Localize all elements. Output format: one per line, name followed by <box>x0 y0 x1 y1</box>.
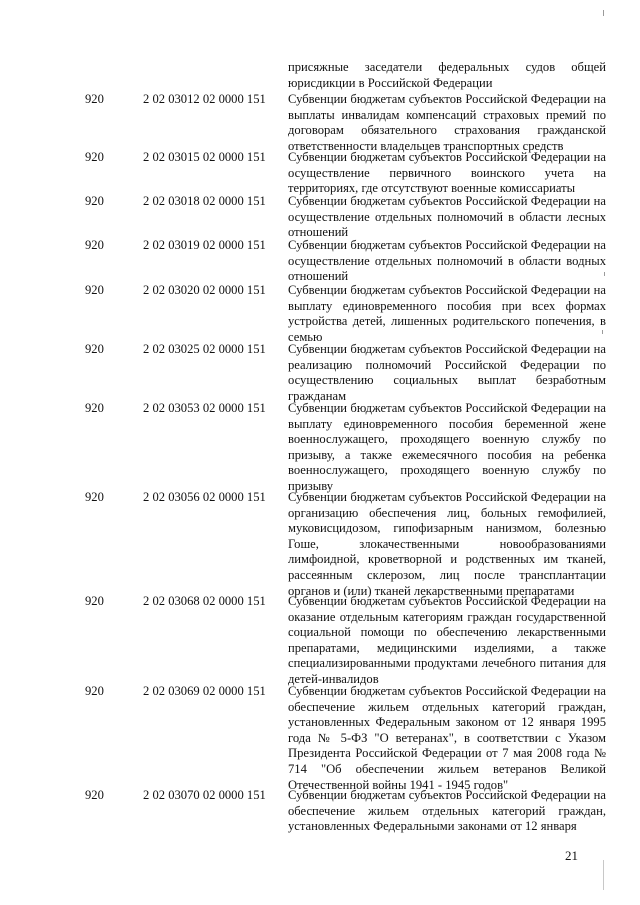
admin-code: 920 <box>85 401 104 415</box>
row-description: Субвенции бюджетам субъектов Российской Федерации на выплату единовременного пособия при всех формах устройства детей, лишенных родительского попечения, в семью <box>288 283 606 344</box>
scan-mark <box>602 330 603 334</box>
admin-code: 920 <box>85 684 104 698</box>
row-description: Субвенции бюджетам субъектов Российской Федерации на выплату единовременного пособия беременной жене военнослужащего, проходящего военную службу по призыву, а также ежемесячного пособия на ребенка военнослужащего, проходящего военную службу по призыву <box>288 401 606 493</box>
scan-mark <box>604 272 605 276</box>
budget-code: 2 02 03053 02 0000 151 <box>143 401 266 415</box>
row-description: присяжные заседатели федеральных судов общей юрисдикции в Российской Федерации <box>288 60 606 90</box>
admin-code: 920 <box>85 238 104 252</box>
budget-code: 2 02 03025 02 0000 151 <box>143 342 266 356</box>
budget-code: 2 02 03069 02 0000 151 <box>143 684 266 698</box>
admin-code: 920 <box>85 342 104 356</box>
scan-mark <box>603 860 604 890</box>
budget-code: 2 02 03015 02 0000 151 <box>143 150 266 164</box>
admin-code: 920 <box>85 283 104 297</box>
budget-code: 2 02 03018 02 0000 151 <box>143 194 266 208</box>
row-description: Субвенции бюджетам субъектов Российской Федерации на обеспечение жильем отдельных категорий граждан, установленных Федеральным законом от 12 января 1995 года № 5-ФЗ "О ветеранах", в соответствии с Указом Президента Российской Федерации от 7 мая 2008 года № 714 "Об обеспечении жильем ветеранов Великой Отечественной войны 1941 - 1945 годов" <box>288 684 606 792</box>
admin-code: 920 <box>85 194 104 208</box>
row-description: Субвенции бюджетам субъектов Российской Федерации на осуществление первичного воинского учета на территориях, где отсутствуют военные комиссариаты <box>288 150 606 196</box>
admin-code: 920 <box>85 788 104 802</box>
row-description: Субвенции бюджетам субъектов Российской Федерации на выплаты инвалидам компенсаций страховых премий по договорам обязательного страхования гражданской ответственности владельцев транспортных средств <box>288 92 606 153</box>
row-description: Субвенции бюджетам субъектов Российской Федерации на обеспечение жильем отдельных категорий граждан, установленных Федеральными законами от 12 января <box>288 788 606 834</box>
row-description: Субвенции бюджетам субъектов Российской Федерации на реализацию полномочий Российской Федерации по осуществлению социальных выплат безработным гражданам <box>288 342 606 403</box>
row-description: Субвенции бюджетам субъектов Российской Федерации на осуществление отдельных полномочий в области лесных отношений <box>288 194 606 240</box>
budget-code: 2 02 03056 02 0000 151 <box>143 490 266 504</box>
budget-code: 2 02 03012 02 0000 151 <box>143 92 266 106</box>
admin-code: 920 <box>85 150 104 164</box>
admin-code: 920 <box>85 594 104 608</box>
budget-code: 2 02 03070 02 0000 151 <box>143 788 266 802</box>
row-description: Субвенции бюджетам субъектов Российской Федерации на осуществление отдельных полномочий в области водных отношений <box>288 238 606 284</box>
scan-mark <box>603 10 604 16</box>
budget-code: 2 02 03020 02 0000 151 <box>143 283 266 297</box>
row-description: Субвенции бюджетам субъектов Российской Федерации на организацию обеспечения лиц, больных гемофилией, муковисцидозом, гипофизарным нанизмом, болезнью Гоше, злокачественными новообразованиями лимфоидной, кроветворной и родственных им тканей, рассеянным склерозом, лиц после трансплантации органов и (или) тканей лекарственными препаратами <box>288 490 606 598</box>
admin-code: 920 <box>85 490 104 504</box>
row-description: Субвенции бюджетам субъектов Российской Федерации на оказание отдельным категориям граждан государственной социальной помощи по обеспечению лекарственными препаратами, медицинскими изделиями, а также специализированными продуктами лечебного питания для детей-инвалидов <box>288 594 606 686</box>
page-number: 21 <box>565 848 578 863</box>
budget-code: 2 02 03019 02 0000 151 <box>143 238 266 252</box>
budget-code: 2 02 03068 02 0000 151 <box>143 594 266 608</box>
admin-code: 920 <box>85 92 104 106</box>
